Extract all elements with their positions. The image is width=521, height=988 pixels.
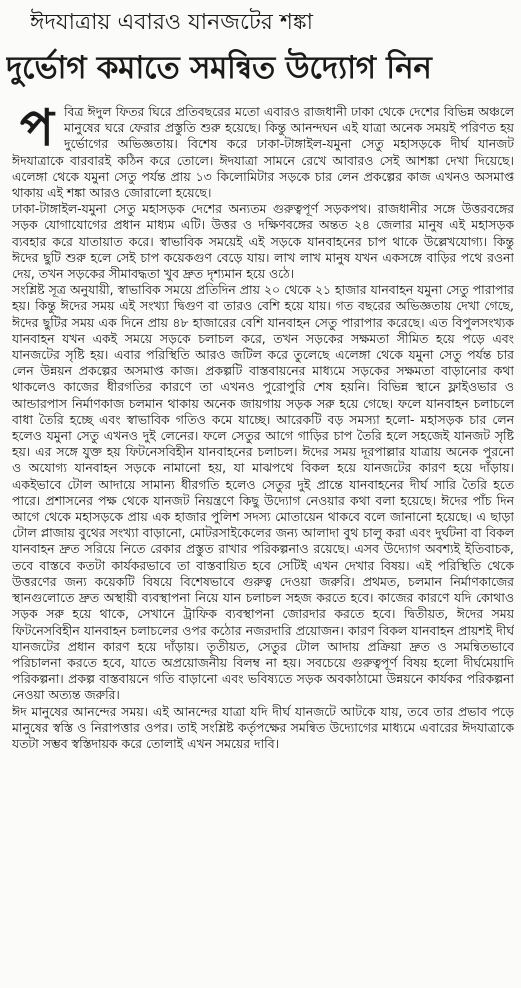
- article-paragraph-2: ঢাকা-টাঙ্গাইল-যমুনা সেতু মহাসড়ক দেশের অন্যতম গুরুত্বপূর্ণ সড়কপথ। রাজধানীর সঙ্গে উত্তরবঙ্গের সড়ক যোগাযোগের প্রধান মাধ্যম এটি। উত্তর ও দক্ষিণবঙ্গের অন্তত ২৪ জেলার মানুষ এই মহাসড়ক ব্যবহার করে যাতায়াত করে। স্বাভাবিক সময়েই এই সড়কে যানবাহনের চাপ থাকে উল্লেখযোগ্য। কিন্তু ঈদের ছুটি শুরু হলে সেই চাপ কয়েকগুণ বেড়ে যায়। লাখ লাখ মানুষ যখন একসঙ্গে বাড়ির পথে রওনা দেয়, তখন সড়কের সীমাবদ্ধতা খুব দ্রুত দৃশ্যমান হয়ে ওঠে।: [12, 201, 514, 282]
- article-paragraph-1: [12, 104, 514, 201]
- article-paragraph-4: ঈদ মানুষের আনন্দের সময়। এই আনন্দের যাত্রা যদি দীর্ঘ যানজটে আটকে যায়, তবে তার প্রভাব পড়ে মানুষের স্বস্তি ও নিরাপত্তার ওপর। তাই সংশ্লিষ্ট কর্তৃপক্ষের সমন্বিত উদ্যোগের মাধ্যমে এবারের ঈদযাত্রাকে যতটা সম্ভব স্বস্তিদায়ক করে তোলাই এখন সময়ের দাবি।: [12, 703, 514, 751]
- drop-cap: প: [20, 104, 54, 157]
- article-paragraph-3: সংশ্লিষ্ট সূত্র অনুযায়ী, স্বাভাবিক সময়ে প্রতিদিন প্রায় ২০ থেকে ২১ হাজার যানবাহন যমুনা সেতু পারাপার হয়। কিন্তু ঈদের সময় এই সংখ্যা দ্বিগুণ বা তারও বেশি হয়ে যায়। গত বছরের অভিজ্ঞতায় দেখা গেছে, ঈদের ছুটির সময় এক দিনে প্রায় ৪৮ হাজারের বেশি যানবাহন সেতু পারাপার করেছে। এত বিপুলসংখ্যক যানবাহন যখন একই সময়ে সড়কে চলাচল করে, তখন সড়কের সক্ষমতা সীমিত হয়ে পড়ে এবং যানজটের সৃষ্টি হয়। এবার পরিস্থিতি আরও জটিল করে তুলেছে এলেঙ্গা থেকে যমুনা সেতু পর্যন্ত চার লেন উন্নয়ন প্রকল্পের অসমাপ্ত কাজ। প্রকল্পটি বাস্তবায়নের মাধ্যমে সড়কের সক্ষমতা বাড়ানোর কথা থাকলেও কাজের ধীরগতির কারণে তা এখনও পুরোপুরি শেষ হয়নি। বিভিন্ন স্থানে ফ্লাইওভার ও আন্ডারপাস নির্মাণকাজ চলমান থাকায় অনেক জায়গায় সড়ক সরু হয়ে গেছে। ফলে যানবাহন চলাচলে বাধা তৈরি হচ্ছে এবং স্বাভাবিক গতিও কমে যাচ্ছে। আরেকটি বড় সমস্যা হলো- মহাসড়ক চার লেন হলেও যমুনা সেতু এখনও দুই লেনের। ফলে সেতুর আগে গাড়ির চাপ তৈরি হলে সহজেই যানজট সৃষ্টি হয়। এর সঙ্গে যুক্ত হয় ফিটনেসবিহীন যানবাহনের চলাচল। ঈদের সময় দূরপাল্লার যাত্রায় অনেক পুরনো ও অযোগ্য যানবাহন সড়কে নামানো হয়, যা মাঝপথে বিকল হয়ে যানজটের কারণ হয়ে দাঁড়ায়। একইভাবে টোল আদায়ে সামান্য ধীরগতি হলেও সেতুর দুই প্রান্তে যানবাহনের দীর্ঘ সারি তৈরি হতে পারে। প্রশাসনের পক্ষ থেকে যানজট নিয়ন্ত্রণে কিছু উদ্যোগ নেওয়ার কথা বলা হয়েছে। ঈদের পাঁচ দিন আগে থেকে মহাসড়কে প্রায় এক হাজার পুলিশ সদস্য মোতায়েন থাকবে বলে জানানো হয়েছে। এ ছাড়া টোল প্লাজায় বুথের সংখ্যা বাড়ানো, মোটরসাইকেলের জন্য আলাদা বুথ চালু করা এবং দুর্ঘটনা বা বিকল যানবাহন দ্রুত সরিয়ে নিতে রেকার প্রস্তুত রাখার পরিকল্পনাও রয়েছে। এসব উদ্যোগ অবশ্যই ইতিবাচক, তবে বাস্তবে কতটা কার্যকরভাবে তা বাস্তবায়িত হবে সেটিই এখন দেখার বিষয়। এই পরিস্থিতি থেকে উত্তরণের জন্য কয়েকটি বিষয়ে বিশেষভাবে গুরুত্ব দেওয়া জরুরি। প্রথমত, চলমান নির্মাণকাজের স্থানগুলোতে দ্রুত অস্থায়ী ব্যবস্থাপনা নিয়ে যান চলাচল সহজ করতে হবে। কাজের কারণে যদি কোথাও সড়ক সরু হয়ে থাকে, সেখানে ট্রাফিক ব্যবস্থাপনা জোরদার করতে হবে। দ্বিতীয়ত, ঈদের সময় ফিটনেসবিহীন যানবাহন চলাচলের ওপর কঠোর নজরদারি প্রয়োজন। কারণ বিকল যানবাহন প্রায়শই দীর্ঘ যানজটের প্রধান কারণ হয়ে দাঁড়ায়। তৃতীয়ত, সেতুর টোল আদায় প্রক্রিয়া দ্রুত ও সমন্বিতভাবে পরিচালনা করতে হবে, যাতে অপ্রয়োজনীয় বিলম্ব না হয়। সবচেয়ে গুরুত্বপূর্ণ বিষয় হলো দীর্ঘমেয়াদি পরিকল্পনা। প্রকল্প বাস্তবায়নে গতি বাড়ানো এবং ভবিষ্যতে সড়ক অবকাঠামো উন্নয়নে কার্যকর পরিকল্পনা নেওয়া অত্যন্ত জরুরি।: [12, 282, 514, 703]
- paragraph-text: বিত্র ঈদুল ফিতর ঘিরে প্রতিবছরের মতো এবারও রাজধানী ঢাকা থেকে দেশের বিভিন্ন অঞ্চলে মানুষের ঘরে ফেরার প্রস্তুতি শুরু হয়েছে। কিন্তু আনন্দঘন এই যাত্রা অনেক সময়ই পরিণত হয় দুর্ভোগের অভিজ্ঞতায়। বিশেষ করে ঢাকা-টাঙ্গাইল-যমুনা সেতু মহাসড়কে দীর্ঘ যানজট ঈদযাত্রাকে বারবারই কঠিন করে তোলে। ঈদযাত্রা সামনে রেখে আবারও সেই আশঙ্কা দেখা দিয়েছে। এলেঙ্গা থেকে যমুনা সেতু পর্যন্ত প্রায় ১৩ কিলোমিটার সড়কে চার লেন প্রকল্পের কাজ এখনও অসমাপ্ত থাকায় এই শঙ্কা আরও জোরালো হয়েছে।: [12, 104, 514, 201]
- article-body: [12, 104, 514, 980]
- kicker-headline: ঈদযাত্রায় এবারও যানজটের শঙ্কা: [30, 10, 314, 35]
- main-headline: দুর্ভোগ কমাতে সমন্বিত উদ্যোগ নিন: [6, 50, 432, 86]
